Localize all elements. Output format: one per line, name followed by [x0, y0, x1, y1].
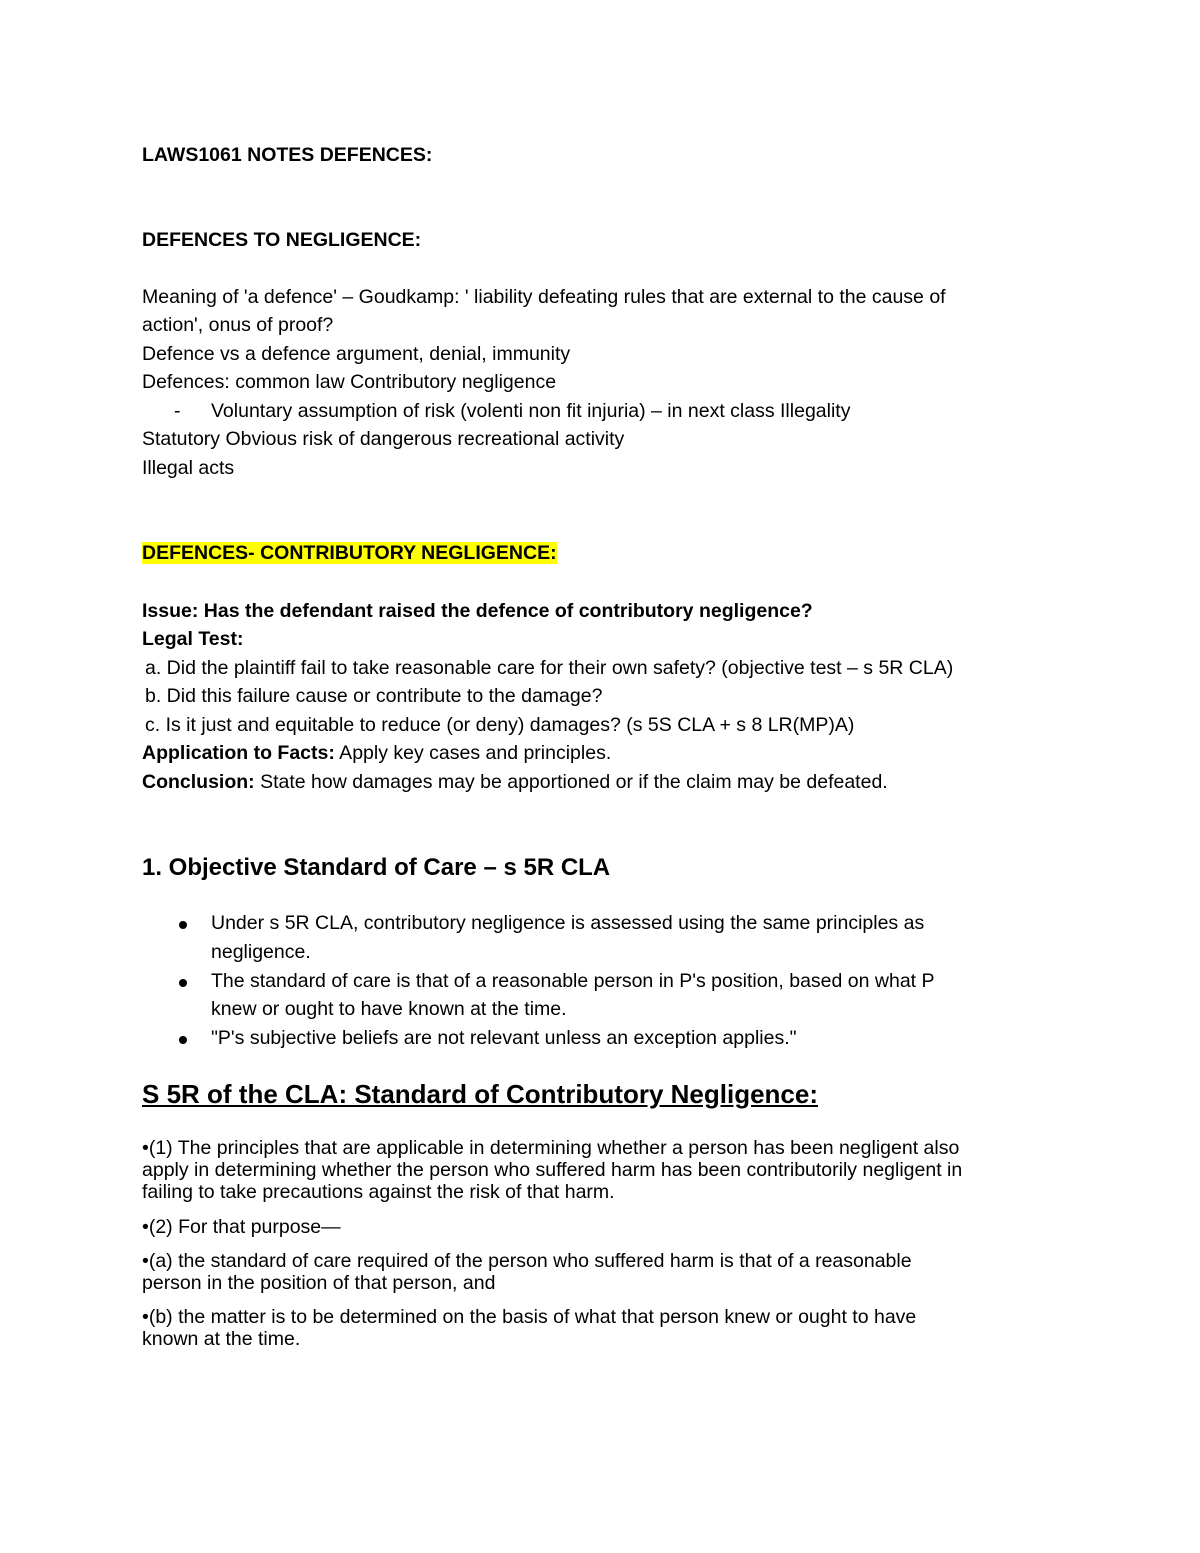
highlighted-heading: DEFENCES- CONTRIBUTORY NEGLIGENCE:: [142, 542, 557, 564]
legal-test-item-b: b. Did this failure cause or contribute to the damage?: [145, 685, 603, 707]
statute-paragraph-line: •(2) For that purpose—: [142, 1216, 341, 1238]
dash-item: Voluntary assumption of risk (volenti non fit injuria) – in next class Illegality: [211, 400, 851, 422]
paragraph-line: Defence vs a defence argument, denial, immunity: [142, 343, 571, 365]
bullet-item-line: negligence.: [211, 941, 311, 963]
statute-paragraph-line: •(a) the standard of care required of the person who suffered harm is that of a reasonable: [142, 1250, 912, 1272]
bullet-item-line: knew or ought to have known at the time.: [211, 998, 567, 1020]
paragraph-line: Defences: common law Contributory negligence: [142, 371, 557, 393]
legal-test-label: Legal Test:: [142, 628, 244, 650]
statute-paragraph-line: •(1) The principles that are applicable in determining whether a person has been negligent also: [142, 1137, 960, 1159]
statute-paragraph-line: •(b) the matter is to be determined on the basis of what that person knew or ought to have: [142, 1306, 917, 1328]
bullet-item-line: Under s 5R CLA, contributory negligence is assessed using the same principles as: [211, 912, 925, 934]
section-heading-objective-standard: 1. Objective Standard of Care – s 5R CLA: [142, 854, 611, 881]
legal-test-item-a: a. Did the plaintiff fail to take reasonable care for their own safety? (objective test – s 5R CLA): [145, 657, 954, 679]
document-title: LAWS1061 NOTES DEFENCES:: [142, 144, 433, 166]
application-line: [142, 739, 611, 767]
statute-paragraph-line: known at the time.: [142, 1328, 301, 1350]
application-text: Apply key cases and principles.: [334, 742, 612, 764]
dash-marker: -: [174, 400, 181, 422]
section-heading-s5r-cla: S 5R of the CLA: Standard of Contributory Negligence:: [142, 1079, 819, 1109]
bullet-icon: [179, 979, 187, 987]
conclusion-label: Conclusion:: [142, 771, 255, 793]
bullet-icon: [179, 1036, 187, 1044]
bullet-item-line: "P's subjective beliefs are not relevant unless an exception applies.": [211, 1027, 797, 1049]
bullet-item-line: The standard of care is that of a reasonable person in P's position, based on what P: [211, 970, 935, 992]
paragraph-line: action', onus of proof?: [142, 314, 334, 336]
conclusion-line: [142, 768, 888, 796]
conclusion-text: State how damages may be apportioned or if the claim may be defeated.: [254, 771, 888, 793]
legal-test-item-c: c. Is it just and equitable to reduce (or deny) damages? (s 5S CLA + s 8 LR(MP)A): [145, 714, 855, 736]
paragraph-line: Statutory Obvious risk of dangerous recreational activity: [142, 428, 625, 450]
issue-statement: Issue: Has the defendant raised the defence of contributory negligence?: [142, 600, 813, 622]
section-heading-defences-to-negligence: DEFENCES TO NEGLIGENCE:: [142, 229, 422, 251]
section-heading-contributory-negligence: [142, 539, 557, 567]
statute-paragraph-line: person in the position of that person, and: [142, 1272, 496, 1294]
bullet-icon: [179, 921, 187, 929]
application-label: Application to Facts:: [142, 742, 335, 764]
paragraph-line: Illegal acts: [142, 457, 235, 479]
statute-paragraph-line: failing to take precautions against the risk of that harm.: [142, 1181, 615, 1203]
statute-paragraph-line: apply in determining whether the person who suffered harm has been contributorily negligent in: [142, 1159, 963, 1181]
paragraph-line: Meaning of 'a defence' – Goudkamp: ' liability defeating rules that are external to the cause of: [142, 286, 946, 308]
